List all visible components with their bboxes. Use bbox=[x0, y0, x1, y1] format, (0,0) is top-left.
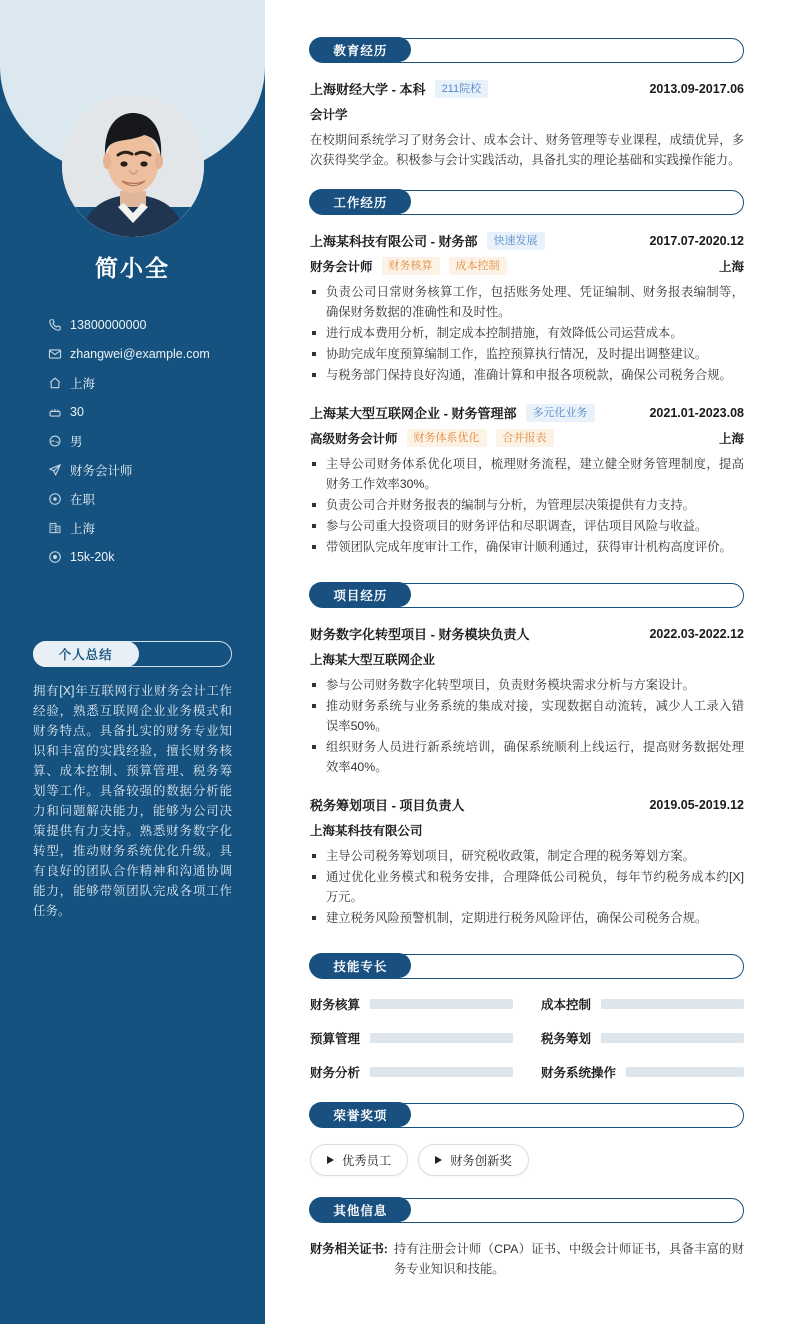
section-title: 技能专长 bbox=[309, 953, 411, 978]
project-bullets bbox=[310, 675, 744, 777]
skills-grid bbox=[310, 995, 744, 1081]
avatar bbox=[62, 95, 204, 237]
entry-left bbox=[310, 257, 507, 275]
tag-company: 多元化业务 bbox=[526, 404, 595, 422]
skill-bar bbox=[601, 1033, 744, 1043]
entry-header bbox=[310, 79, 744, 98]
project-date: 2019.05-2019.12 bbox=[649, 797, 744, 812]
section-title: 荣誉奖项 bbox=[309, 1102, 411, 1127]
project-company: 上海某大型互联网企业 bbox=[310, 653, 436, 667]
entry-left bbox=[310, 429, 554, 447]
skill-item bbox=[541, 995, 744, 1013]
job-role: 财务会计师 bbox=[310, 260, 373, 274]
entry-subheader bbox=[310, 429, 744, 447]
tag-skill: 财务体系优化 bbox=[407, 429, 487, 447]
section-other bbox=[310, 1198, 744, 1279]
project-name: 财务数字化转型项目 - 财务模块负责人 bbox=[310, 627, 530, 642]
entry-header bbox=[310, 795, 744, 814]
section-header-education bbox=[310, 38, 744, 63]
contact-item-job-title bbox=[48, 456, 265, 484]
section-skills bbox=[310, 954, 744, 1081]
summary-text: 拥有[X]年互联网行业财务会计工作经验，熟悉互联网企业业务模式和财务特点。具备扎实的财务专业知识和丰富的实践经验，擅长财务核算、成本控制、预算管理、税务筹划等工作。具备较强的数据分析能力和问题解决能力，能够为公司决策提供有力支持。熟悉财务数字化转型，推动财务系统优化升级。具有良好的团队合作精神和沟通协调能力，能够带领团队完成各项工作任务。 bbox=[33, 684, 232, 918]
skill-item bbox=[541, 1063, 744, 1081]
skill-label: 税务筹划 bbox=[541, 1032, 592, 1046]
tag-company: 快速发展 bbox=[487, 232, 545, 250]
section-header-other bbox=[310, 1198, 744, 1223]
skill-item bbox=[541, 1029, 744, 1047]
salary-icon bbox=[48, 550, 70, 564]
project-entry bbox=[310, 795, 744, 928]
bullet: 负责公司日常财务核算工作，包括账务处理、凭证编制、财务报表编制等，确保财务数据的准确性和及时性。 bbox=[310, 282, 744, 322]
section-title: 其他信息 bbox=[309, 1197, 411, 1222]
summary-header bbox=[33, 641, 232, 667]
contact-value: 30 bbox=[70, 405, 84, 419]
bullet: 协助完成年度预算编制工作，监控预算执行情况，及时提出调整建议。 bbox=[310, 344, 744, 364]
contact-item-gender bbox=[48, 427, 265, 455]
skill-bar bbox=[370, 1067, 513, 1077]
contact-value: zhangwei@example.com bbox=[70, 347, 210, 361]
company-name: 上海某大型互联网企业 - 财务管理部 bbox=[310, 406, 517, 421]
project-entry bbox=[310, 624, 744, 777]
contact-value: 在职 bbox=[70, 493, 96, 507]
skill-label: 成本控制 bbox=[541, 998, 592, 1012]
entry-header bbox=[310, 624, 744, 643]
contact-value: 男 bbox=[70, 435, 83, 449]
work-location: 上海 bbox=[718, 432, 744, 446]
contact-item-email bbox=[48, 340, 265, 368]
section-title: 工作经历 bbox=[309, 189, 411, 214]
bullet: 主导公司税务筹划项目，研究税收政策，制定合理的税务筹划方案。 bbox=[310, 846, 744, 866]
bullet: 进行成本费用分析，制定成本控制措施，有效降低公司运营成本。 bbox=[310, 323, 744, 343]
home-icon bbox=[48, 376, 70, 390]
contact-value: 上海 bbox=[70, 522, 96, 536]
bullet: 参与公司财务数字化转型项目，负责财务模块需求分析与方案设计。 bbox=[310, 675, 744, 695]
contact-value: 上海 bbox=[70, 377, 96, 391]
tag-school: 211院校 bbox=[435, 80, 489, 98]
work-bullets bbox=[310, 282, 744, 385]
award-chip[interactable] bbox=[310, 1144, 408, 1176]
play-icon bbox=[327, 1156, 334, 1164]
bullet: 参与公司重大投资项目的财务评估和尽职调查，评估项目风险与收益。 bbox=[310, 516, 744, 536]
avatar-photo bbox=[62, 95, 204, 237]
job-role: 高级财务会计师 bbox=[310, 432, 398, 446]
skill-bar bbox=[626, 1067, 744, 1077]
contact-list bbox=[0, 311, 265, 571]
education-date: 2013.09-2017.06 bbox=[649, 81, 744, 96]
main-content bbox=[265, 0, 794, 1324]
entry-left bbox=[310, 403, 595, 422]
project-bullets bbox=[310, 846, 744, 928]
tag-skill: 财务核算 bbox=[382, 257, 440, 275]
work-date: 2021.01-2023.08 bbox=[649, 405, 744, 420]
other-info-value: 持有注册会计师（CPA）证书、中级会计师证书，具备丰富的财务专业知识和技能。 bbox=[393, 1242, 744, 1276]
awards-row bbox=[310, 1144, 744, 1176]
contact-value: 15k-20k bbox=[70, 550, 115, 564]
summary-block bbox=[0, 641, 265, 921]
award-label: 优秀员工 bbox=[342, 1154, 392, 1168]
skill-bar bbox=[601, 999, 744, 1009]
skill-item bbox=[310, 995, 513, 1013]
section-title: 教育经历 bbox=[309, 37, 411, 62]
bullet: 组织财务人员进行新系统培训，确保系统顺利上线运行，提高财务数据处理效率40%。 bbox=[310, 737, 744, 777]
bullet: 带领团队完成年度审计工作，确保审计顺利通过，获得审计机构高度评价。 bbox=[310, 537, 744, 557]
award-label: 财务创新奖 bbox=[450, 1154, 512, 1168]
section-header-skills bbox=[310, 954, 744, 979]
play-icon bbox=[435, 1156, 442, 1164]
education-entry bbox=[310, 79, 744, 170]
other-info-row bbox=[310, 1239, 744, 1279]
contact-value: 13800000000 bbox=[70, 318, 147, 332]
tag-skill: 成本控制 bbox=[449, 257, 507, 275]
award-chip[interactable] bbox=[418, 1144, 529, 1176]
education-description: 在校期间系统学习了财务会计、成本会计、财务管理等专业课程，成绩优异，多次获得奖学金。积极参与会计实践活动，具备扎实的理论基础和实践操作能力。 bbox=[310, 133, 744, 167]
bullet: 推动财务系统与业务系统的集成对接，实现数据自动流转，减少人工录入错误率50%。 bbox=[310, 696, 744, 736]
section-awards bbox=[310, 1103, 744, 1176]
summary-title: 个人总结 bbox=[33, 641, 139, 667]
section-header-awards bbox=[310, 1103, 744, 1128]
skill-bar bbox=[370, 999, 513, 1009]
building-icon bbox=[48, 521, 70, 535]
target-icon bbox=[48, 492, 70, 506]
work-location: 上海 bbox=[718, 260, 744, 274]
section-header-work bbox=[310, 190, 744, 215]
skill-label: 财务系统操作 bbox=[541, 1066, 617, 1080]
contact-item-hometown bbox=[48, 369, 265, 397]
phone-icon bbox=[48, 318, 70, 332]
school-name: 上海财经大学 - 本科 bbox=[310, 82, 426, 97]
gender-icon bbox=[48, 434, 70, 448]
contact-item-salary bbox=[48, 543, 265, 571]
bullet: 建立税务风险预警机制，定期进行税务风险评估，确保公司税务合规。 bbox=[310, 908, 744, 928]
entry-left bbox=[310, 79, 488, 98]
section-education bbox=[310, 38, 744, 170]
entry-left bbox=[310, 231, 545, 250]
major: 会计学 bbox=[310, 108, 348, 122]
entry-header bbox=[310, 403, 744, 422]
project-date: 2022.03-2022.12 bbox=[649, 626, 744, 641]
bullet: 通过优化业务模式和税务安排，合理降低公司税负，每年节约税务成本约[X]万元。 bbox=[310, 867, 744, 907]
bullet: 负责公司合并财务报表的编制与分析，为管理层决策提供有力支持。 bbox=[310, 495, 744, 515]
project-name: 税务筹划项目 - 项目负责人 bbox=[310, 798, 465, 813]
work-date: 2017.07-2020.12 bbox=[649, 233, 744, 248]
skill-label: 财务核算 bbox=[310, 998, 361, 1012]
contact-item-phone bbox=[48, 311, 265, 339]
envelope-icon bbox=[48, 347, 70, 361]
bullet: 与税务部门保持良好沟通，准确计算和申报各项税款，确保公司税务合规。 bbox=[310, 365, 744, 385]
company-name: 上海某科技有限公司 - 财务部 bbox=[310, 234, 478, 249]
work-entry bbox=[310, 403, 744, 557]
skill-item bbox=[310, 1063, 513, 1081]
section-project bbox=[310, 583, 744, 928]
bullet: 主导公司财务体系优化项目，梳理财务流程，建立健全财务管理制度，提高财务工作效率30%。 bbox=[310, 454, 744, 494]
contact-item-location bbox=[48, 514, 265, 542]
cake-icon bbox=[48, 405, 70, 419]
paper-plane-icon bbox=[48, 463, 70, 477]
sidebar bbox=[0, 0, 265, 1324]
skill-bar bbox=[370, 1033, 513, 1043]
contact-value: 财务会计师 bbox=[70, 464, 133, 478]
contact-item-age bbox=[48, 398, 265, 426]
work-entry bbox=[310, 231, 744, 385]
skill-item bbox=[310, 1029, 513, 1047]
project-company: 上海某科技有限公司 bbox=[310, 824, 423, 838]
section-header-project bbox=[310, 583, 744, 608]
work-bullets bbox=[310, 454, 744, 557]
contact-item-status bbox=[48, 485, 265, 513]
tag-skill: 合并报表 bbox=[496, 429, 554, 447]
skill-label: 预算管理 bbox=[310, 1032, 361, 1046]
skill-label: 财务分析 bbox=[310, 1066, 361, 1080]
section-title: 项目经历 bbox=[309, 582, 411, 607]
entry-header bbox=[310, 231, 744, 250]
other-info-label: 财务相关证书: bbox=[310, 1242, 388, 1256]
page-title: 简小全 bbox=[95, 255, 170, 281]
entry-subheader bbox=[310, 257, 744, 275]
section-work bbox=[310, 190, 744, 557]
